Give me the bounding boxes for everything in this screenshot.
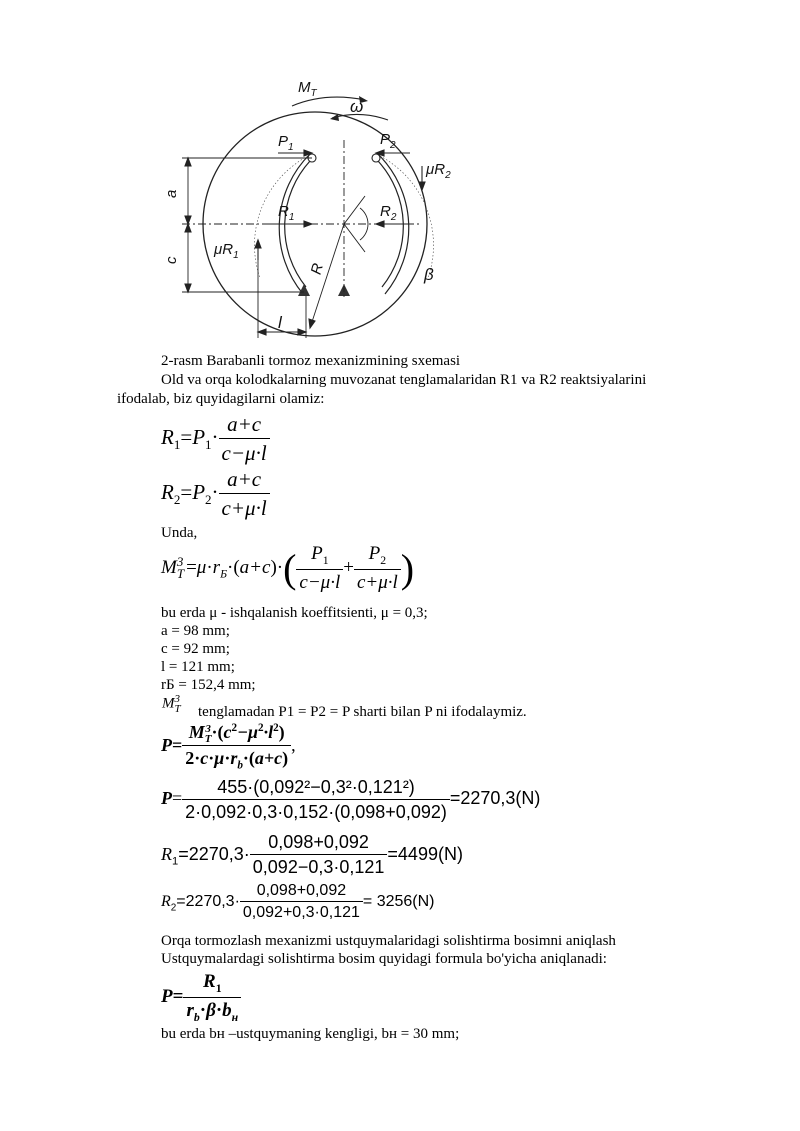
- formula-r2: $R_2=P_2\cdot$ $\frac{a+c}{c+\mu\cdot l}$: [161, 467, 270, 521]
- intro-line-2: ifodalab, biz quyidagilarni olamiz:: [117, 391, 325, 407]
- unda-label: Unda,: [161, 525, 198, 541]
- label-r2: $R_2$: [380, 203, 397, 223]
- param-rb: rБ = 152,4 mm;: [161, 677, 256, 693]
- pressure-title: Orqa tormozlash mexanizmi ustquymalaridagi solishtirma bosimni aniqlash: [161, 933, 616, 949]
- label-omega: ω: [350, 97, 364, 116]
- formula-p-symbolic: P= M 3 T $\cdot(c^2-\mu^2\cdot l^2)$ $2\cdot c\cdot\mu\cdot r_b\cdot(a+c)$ ,: [161, 722, 296, 772]
- label-torque: $M_T$: [298, 79, 317, 99]
- label-p2: $P_2$: [380, 131, 396, 151]
- param-mu: bu erda μ - ishqalanish koeffitsienti, μ = 0,3;: [161, 605, 428, 621]
- label-beta: β: [424, 265, 434, 284]
- formula-r1-numeric: $R_1=2270,3\cdot$ $\frac{0,098+0,092}{0,092-0,3\cdot 0,121}$ =4499(N): [161, 832, 463, 877]
- formula-r1: $R_1=P_1\cdot$ $\frac{a+c}{c-\mu\cdot l}$: [161, 412, 270, 466]
- formula-pressure: P= $\frac{R_1}{r_b\cdot\beta\cdot b_н}$: [161, 971, 241, 1025]
- param-a: a = 98 mm;: [161, 623, 230, 639]
- width-text: bu erda bн –ustquymaning kengligi, bн = 30 mm;: [161, 1026, 460, 1042]
- label-c: c: [163, 256, 180, 264]
- pressure-text: Ustquymalardagi solishtirma bosim quyidagi formula bo'yicha aniqlanadi:: [161, 951, 607, 967]
- param-c: c = 92 mm;: [161, 641, 230, 657]
- label-a: a: [163, 189, 180, 198]
- label-p1: $P_1$: [278, 133, 294, 153]
- formula-mt: M 3 T $=\mu\cdot r_Б\cdot(a+c)\cdot$( $\frac{P_1}{c-\mu\cdot l}$ + $\frac{P_2}{c+\mu\cdot l}$ ): [161, 543, 415, 593]
- intro-line-1: Old va orqa kolodkalarning muvozanat tenglamalaridan R1 va R2 reaktsiyalarini: [161, 372, 647, 388]
- figure-caption: 2-rasm Barabanli tormoz mexanizmining sxemasi: [161, 353, 461, 369]
- label-big-r: R: [307, 261, 327, 277]
- param-l: l = 121 mm;: [161, 659, 235, 675]
- formula-r2-numeric: $R_2=2270,3\cdot$ $\frac{0,098+0,092}{0,092+0,3\cdot 0,121}$ = 3256(N): [161, 882, 435, 921]
- label-r1: $R_1$: [278, 203, 295, 223]
- label-mu-r1: $\mu R_1$: [214, 241, 239, 261]
- label-mu-r2: $\mu R_2$: [426, 161, 451, 181]
- p-expr-text: tenglamadan P1 = P2 = P sharti bilan P ni ifodalaymiz.: [198, 704, 527, 720]
- brake-drum-diagram: [160, 70, 480, 352]
- label-l: l: [278, 313, 282, 332]
- mt-symbol: M 3 T: [162, 693, 181, 715]
- formula-p-numeric: P= $\frac{\text{455·(0,092²−0,3²·0,121²)}}{2\cdot 0,092\cdot 0,3\cdot 0,152\cdot(0,098+0,092)}$ =2270,3(N): [161, 777, 541, 822]
